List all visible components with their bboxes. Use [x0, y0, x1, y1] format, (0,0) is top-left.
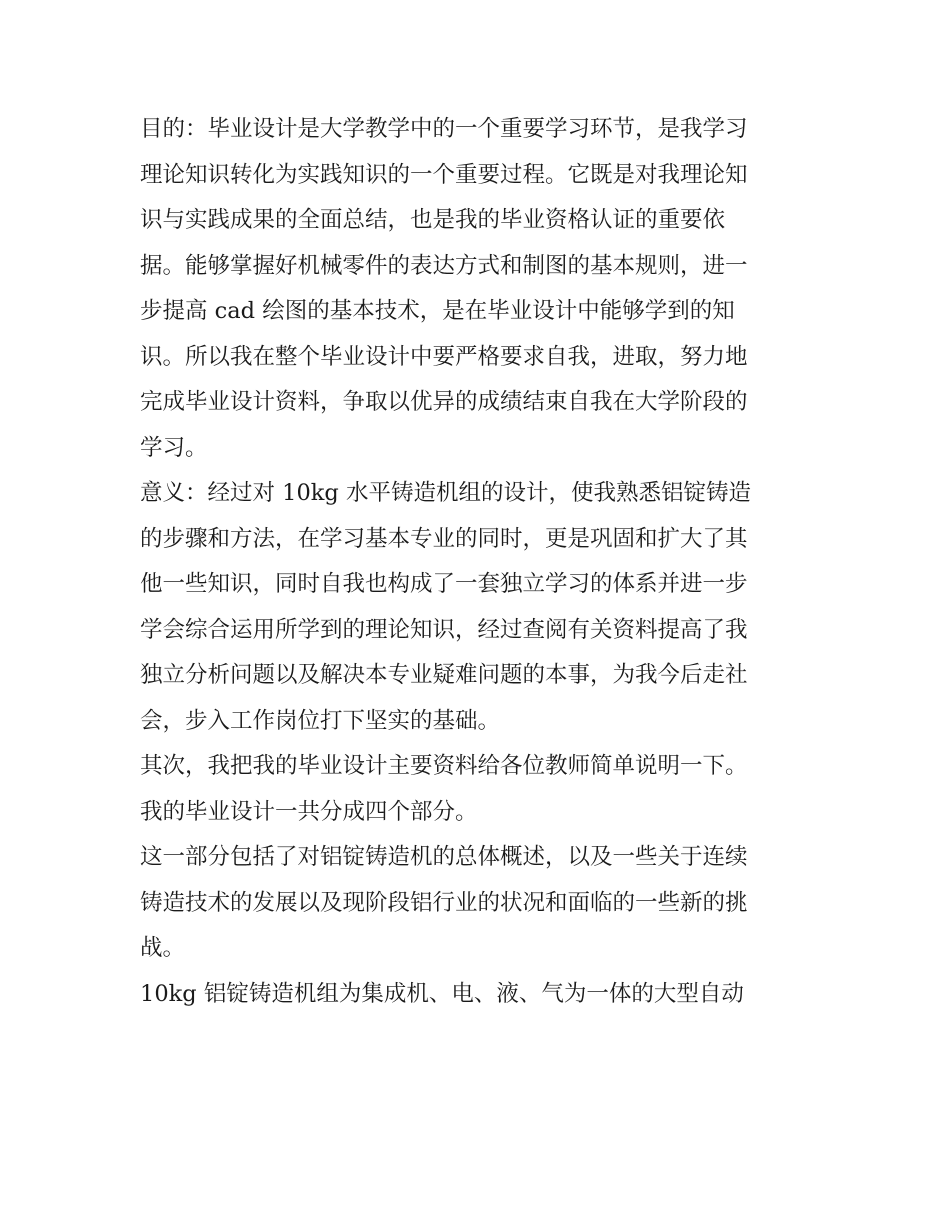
text-line: 步提高 cad 绘图的基本技术，是在毕业设计中能够学到的知 [140, 298, 735, 324]
text-line: 完成毕业设计资料，争取以优异的成绩结束自我在大学阶段的 [140, 389, 748, 415]
text-line: 战。 [140, 935, 186, 961]
document-body [140, 107, 820, 1017]
text-line: 意义：经过对 10kg 水平铸造机组的设计，使我熟悉铝锭铸造 [140, 480, 751, 506]
paragraph-purpose [140, 107, 820, 471]
text-line: 会，步入工作岗位打下坚实的基础。 [140, 707, 501, 734]
text-line: 独立分析问题以及解决本专业疑难问题的本事，为我今后走社 [140, 662, 748, 688]
text-line: 学会综合运用所学到的理论知识，经过查阅有关资料提高了我 [140, 616, 748, 643]
text-line: 铸造技术的发展以及现阶段铝行业的状况和面临的一些新的挑 [140, 889, 748, 916]
text-line: 这一部分包括了对铝锭铸造机的总体概述，以及一些关于连续 [140, 844, 748, 870]
paragraph-overview [140, 835, 820, 972]
text-line: 理论知识转化为实践知识的一个重要过程。它既是对我理论知 [140, 161, 748, 188]
text-line: 据。能够掌握好机械零件的表达方式和制图的基本规则，进一 [140, 252, 748, 279]
paragraph-significance [140, 471, 820, 744]
text-line: 目的：毕业设计是大学教学中的一个重要学习环节，是我学习 [140, 116, 748, 142]
text-line: 我的毕业设计一共分成四个部分。 [140, 798, 478, 825]
text-line: 学习。 [140, 434, 208, 461]
paragraph-next [140, 744, 820, 790]
text-line: 识与实践成果的全面总结，也是我的毕业资格认证的重要依 [140, 207, 726, 233]
text-line: 10kg 铝锭铸造机组为集成机、电、液、气为一体的大型自动 [140, 980, 744, 1007]
paragraph-machine [140, 972, 820, 1018]
text-line: 其次，我把我的毕业设计主要资料给各位教师简单说明一下。 [140, 753, 748, 779]
text-line: 他一些知识，同时自我也构成了一套独立学习的体系并进一步 [140, 571, 748, 597]
paragraph-four-parts [140, 790, 820, 836]
text-line: 的步骤和方法，在学习基本专业的同时，更是巩固和扩大了其 [140, 525, 748, 552]
text-line: 识。所以我在整个毕业设计中要严格要求自我，进取，努力地 [140, 343, 748, 370]
